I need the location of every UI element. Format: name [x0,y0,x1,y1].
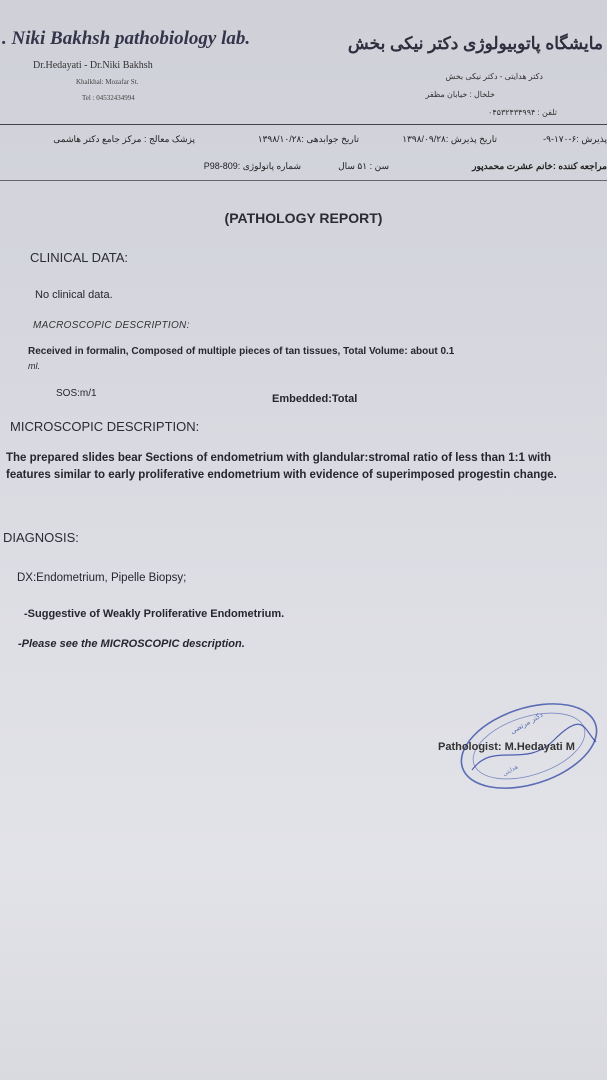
stamp-text-line2: هدایتی [501,763,520,778]
diagnosis-dx: DX:Endometrium, Pipelle Biopsy; [17,572,187,584]
micro-heading: MICROSCOPIC DESCRIPTION: [10,419,200,434]
admission-number: پذیرش :۶-۱۷۰-۹- [543,134,607,144]
macro-text-line1: Received in formalin, Composed of multiple pieces of tan tissues, Total Volume: about 0.1 [28,346,455,357]
diagnosis-suggestive: -Suggestive of Weakly Proliferative Endometrium. [24,608,285,620]
fa-lab-name: مایشگاه پاتوبیولوژی دکتر نیکی بخش [347,34,603,53]
patient-age: سن : ۵۱ سال [338,161,389,171]
lab-doctors: Dr.Hedayati - Dr.Niki Bakhsh [33,60,153,71]
referring-doctor: پزشک معالج : مرکز جامع دکتر هاشمی [53,134,195,144]
clinical-text: No clinical data. [35,289,113,301]
patient-name: مراجعه کننده :خانم عشرت محمدپور [472,161,607,171]
diagnosis-note: -Please see the MICROSCOPIC description. [18,638,245,650]
info-divider [0,180,607,181]
sos-value: SOS:m/1 [56,388,97,399]
pathologist-signature: Pathologist: M.Hedayati M [438,741,575,753]
report-title: (PATHOLOGY REPORT) [224,210,383,226]
pathology-number: شماره پاتولوژی :P98-809 [203,161,301,171]
stamp-text-line1: دکتر مرتضی [509,710,545,736]
clinical-heading: CLINICAL DATA: [30,250,129,265]
lab-name: . Niki Bakhsh pathobiology lab. [2,28,251,49]
header-divider [0,124,607,125]
micro-text: The prepared slides bear Sections of endometrium with glandular:stromal ratio of less than 1:1 with features similar to early proliferative endometrium with evidence of superimposed progestin change. [6,452,557,481]
answer-date: تاریخ جوابدهی :۱۳۹۸/۱۰/۲۸ [257,134,359,144]
diagnosis-heading: DIAGNOSIS: [3,530,79,545]
embedded-value: Embedded:Total [272,393,358,405]
lab-tel: Tel : 04532434994 [82,94,135,102]
admission-date: تاریخ پذیرش :۱۳۹۸/۰۹/۲۸ [402,134,497,144]
fa-lab-doctors: دکتر هدایتی - دکتر نیکی بخش [445,72,543,81]
macro-heading: MACROSCOPIC DESCRIPTION: [33,320,190,331]
fa-lab-address: خلخال : خیابان مظفر [425,90,495,99]
fa-lab-tel: تلفن : ۰۴۵۳۲۴۳۴۹۹۴ [488,108,557,117]
lab-address: Khalkhal: Mozafar St. [76,78,139,86]
macro-text-line2: ml. [28,361,40,371]
